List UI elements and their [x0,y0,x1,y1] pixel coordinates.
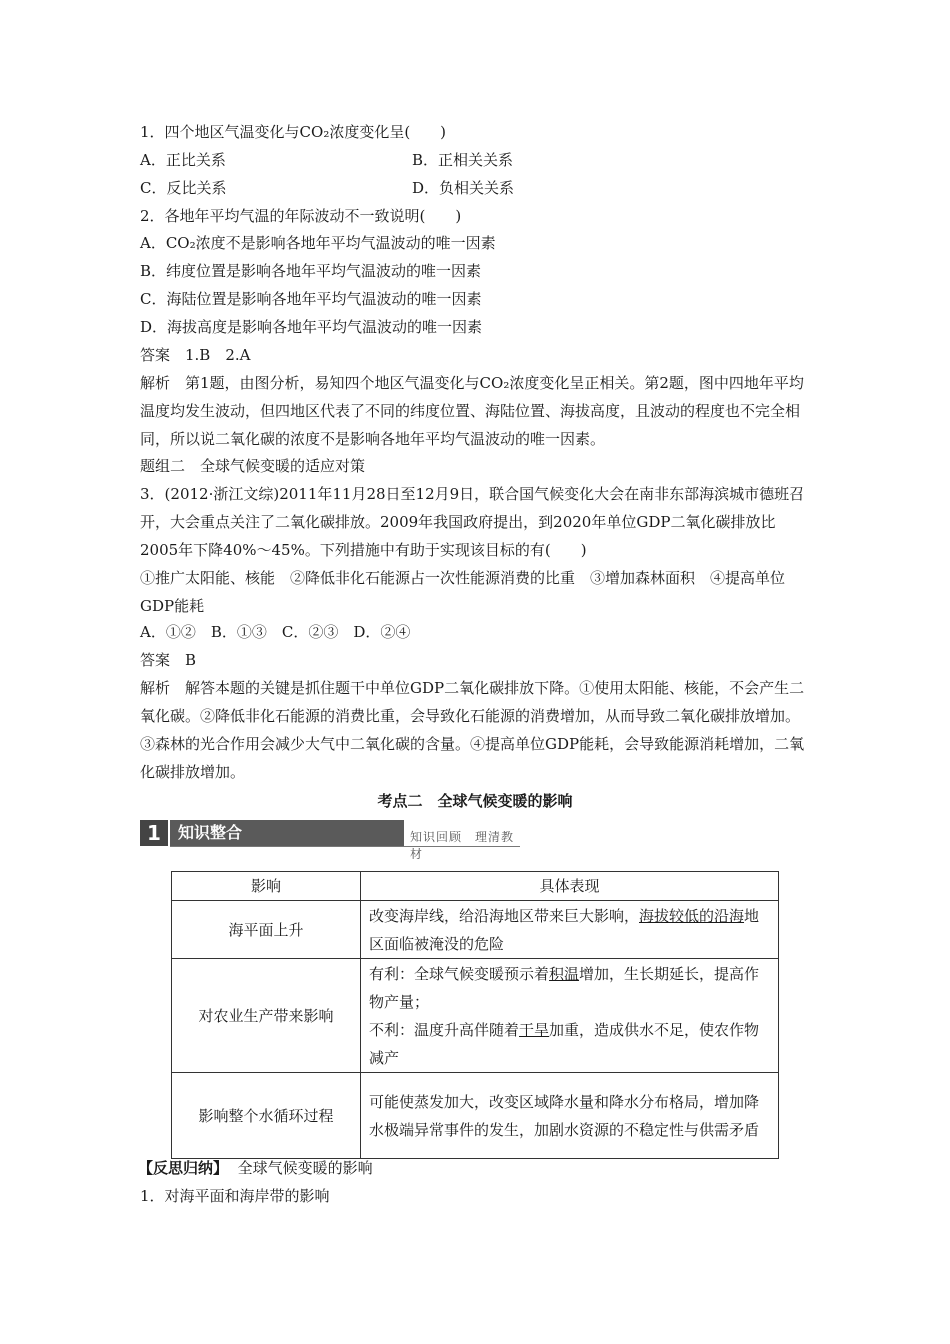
detail-cell: 可能使蒸发加大，改变区域降水量和降水分布格局，增加降水极端异常事件的发生，加剧水资源的不稳定性与供需矛盾 [361,1073,779,1159]
q1-option-b: B．正相关关系 [412,151,514,169]
impact-cell: 对农业生产带来影响 [172,959,361,1073]
last-item: 1．对海平面和海岸带的影响 [140,1187,330,1205]
q2-option-b: B．纬度位置是影响各地年平均气温波动的唯一因素 [140,262,482,280]
banner-title: 知识整合 [170,820,404,846]
header-detail: 具体表现 [361,872,779,901]
detail-text: 增加，生长期延长，提高作物产量； [369,964,760,1011]
analysis-3: 解析 解答本题的关键是抓住题干中单位GDP二氧化碳排放下降。①使用太阳能、核能，不会产生二氧化碳。②降低非化石能源的消费比重，会导致化石能源的消费增加，从而导致二氧化碳排放增加。③森林的光合作用会减少大气中二氧化碳的含量。④提高单位GDP能耗，会导致能源消耗增加，二氧化碳排放增加。 [140,679,805,781]
underlined-keyword: 海拔较低的沿海 [639,906,745,925]
q2-option-a: A．CO₂浓度不是影响各地年平均气温波动的唯一因素 [140,234,496,252]
detail-text: 不利：温度升高伴随着 [369,1020,520,1039]
q3-stem: 3．(2012·浙江文综)2011年11月28日至12月9日，联合国气候变化大会在南非东部海滨城市德班召开，大会重点关注了二氧化碳排放。2009年我国政府提出，到2020年单位GDP二氧化碳排放比2005年下降40%～45%。下列措施中有助于实现该目标的有( ) [140,485,805,559]
q3-options: A．①② B．①③ C．②③ D．②④ [140,623,411,641]
detail-cell [361,959,779,1073]
benefit-line [369,960,772,1016]
banner-rule [170,846,520,847]
q2-stem: 2．各地年平均气温的年际波动不一致说明( ) [140,207,462,225]
reflect-heading [138,1158,373,1178]
q2-option-c: C．海陆位置是影响各地年平均气温波动的唯一因素 [140,290,482,308]
table-row [172,959,779,1073]
q3-choices: ①推广太阳能、核能 ②降低非化石能源占一次性能源消费的比重 ③增加森林面积 ④提高单位GDP能耗 [140,569,786,615]
impact-cell: 影响整个水循环过程 [172,1073,361,1159]
underlined-keyword: 干旱 [519,1020,550,1039]
harm-line [369,1016,772,1072]
knowledge-banner [140,820,520,861]
detail-text: 地区面临被淹没的危险 [369,906,760,953]
group2-title: 题组二 全球气候变暖的适应对策 [140,457,366,475]
table-row [172,1073,779,1159]
q1-option-d: D．负相关关系 [412,179,515,197]
answer-1: 答案 1.B 2.A [140,346,251,364]
reflect-label: 【反思归纳】 [138,1159,229,1177]
q1-option-c: C．反比关系 [140,179,227,197]
detail-text: 加重，造成供水不足，使农作物减产 [369,1020,760,1067]
table-row [172,901,779,959]
answer-3: 答案 B [140,651,197,669]
q2-option-d: D．海拔高度是影响各地年平均气温波动的唯一因素 [140,318,483,336]
section-title: 考点二 全球气候变暖的影响 [377,792,573,810]
impact-table [171,871,779,1159]
header-impact: 影响 [172,872,361,901]
detail-text: 改变海岸线，给沿海地区带来巨大影响， [369,906,640,925]
q1-stem: 1．四个地区气温变化与CO₂浓度变化呈( ) [140,123,447,141]
detail-cell [361,901,779,959]
analysis-1: 解析 第1题，由图分析，易知四个地区气温变化与CO₂浓度变化呈正相关。第2题，图中四地年平均温度均发生波动，但四地区代表了不同的纬度位置、海陆位置、海拔高度，且波动的程度也不完全相同，所以说二氧化碳的浓度不是影响各地年平均气温波动的唯一因素。 [140,374,804,448]
banner-number: 1 [140,820,168,846]
banner-subtitle: 知识回顾 理清教材 [410,830,515,861]
table-header-row [172,872,779,901]
underlined-keyword: 积温 [549,964,580,983]
impact-cell: 海平面上升 [172,901,361,959]
detail-text: 有利：全球气候变暖预示着 [369,964,550,983]
q1-option-a: A．正比关系 [140,151,226,169]
reflect-title: 全球气候变暖的影响 [237,1159,373,1177]
